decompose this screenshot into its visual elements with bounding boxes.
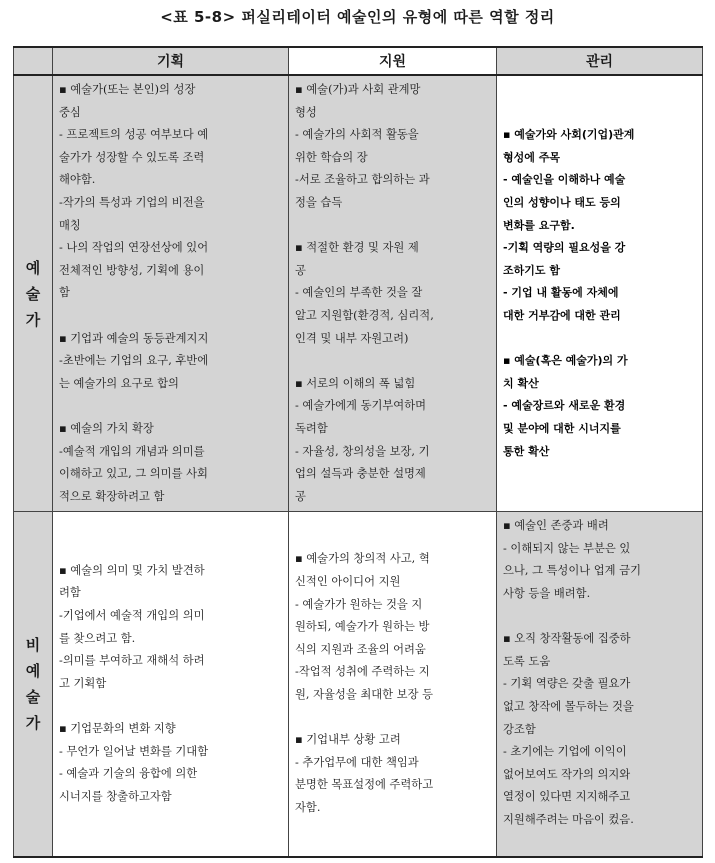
cell-text-line: -작업적 성취에 주력하는 지	[295, 665, 430, 679]
cell-text-line: - 추가업무에 대한 책임과	[295, 755, 419, 769]
cell-text-line: 는 예술가의 요구로 합의	[59, 376, 179, 390]
cell-text-line: ▪ 예술인 존중과 배려	[503, 519, 609, 533]
cell-text-line: 변화를 요구함.	[503, 218, 575, 232]
cell-text-line: - 예술장르와 새로운 환경	[503, 399, 626, 413]
cell-text-line: ▪ 예술(혹은 예술가)의 가	[503, 354, 628, 368]
cell-text-line: ▪ 기업문화의 변화 지향	[59, 721, 176, 735]
cell-text-line: 및 분야에 대한 시너지를	[503, 421, 621, 435]
cell-text-line: - 예술과 기술의 융합에 의한	[59, 767, 198, 781]
cell-text-line: 전체적인 방향성, 기획에 용이	[59, 263, 205, 277]
cell-text-line: ▪ 예술가와 사회(기업)관계	[503, 128, 635, 142]
cell-text-line: 업의 설득과 충분한 설명제	[295, 467, 426, 481]
cell-text-line: -기획 역량의 필요성을 강	[503, 241, 626, 255]
row-header-artist	[14, 75, 53, 512]
spacer-line	[503, 328, 697, 351]
cell-text-line: ▪ 예술가의 창의적 사고, 혁	[295, 552, 430, 566]
cell-nonartist-management	[497, 512, 703, 857]
cell-text-line: 으나, 그 특성이나 업계 금기	[503, 564, 641, 578]
cell-text-line: 함	[59, 286, 70, 300]
cell-text-line: 지원해주려는 마음이 컸음.	[503, 813, 634, 826]
cell-artist-planning	[53, 75, 289, 512]
cell-text-line: -서로 조율하고 합의하는 과	[295, 173, 430, 187]
cell-text-line: - 기업 내 활동에 자체에	[503, 286, 619, 300]
cell-text-line: - 예술가에게 동기부여하며	[295, 399, 427, 413]
column-header-management: 관리	[497, 47, 703, 75]
cell-text-line: - 예술인의 부족한 것을 잘	[295, 286, 423, 300]
row-header-non-artist	[14, 512, 53, 857]
spacer-line	[295, 350, 491, 373]
cell-text-line: ▪ 예술(가)과 사회 관계망	[295, 83, 421, 96]
cell-text-line: - 이해되지 않는 부분은 있	[503, 541, 631, 555]
column-header-planning: 기획	[53, 47, 289, 75]
cell-text-line: 인격 및 내부 자원고려)	[295, 331, 409, 345]
cell-text-line: -예술적 개입의 개념과 의미를	[59, 444, 205, 458]
cell-text-line: ▪ 예술의 가치 확장	[59, 421, 154, 435]
cell-text-line: 공	[295, 263, 306, 277]
roles-table	[13, 46, 703, 858]
cell-text-line: 이해하고 있고, 그 의미를 사회	[59, 467, 208, 481]
cell-text-line: 자함.	[295, 801, 321, 814]
spacer-line	[59, 695, 283, 718]
cell-text-line: ▪ 적절한 환경 및 자원 제	[295, 241, 419, 255]
cell-text-line: - 나의 작업의 연장선상에 있어	[59, 241, 209, 255]
cell-text-line: - 프로젝트의 성공 여부보다 예	[59, 128, 209, 142]
cell-text-line: 분명한 목표설정에 주력하고	[295, 778, 434, 792]
cell-text-line: -의미를 부여하고 재해석 하려	[59, 654, 205, 668]
table-title: <표 5-8> 퍼실리테이터 예술인의 유형에 따른 역할 정리	[160, 8, 555, 26]
cell-text-line: 식의 지원과 조율의 어려움	[295, 642, 426, 656]
cell-text-line: 중심	[59, 105, 81, 119]
corner-cell	[14, 47, 53, 75]
row-header-char: 가	[25, 714, 41, 733]
cell-text-line: -기업에서 예술적 개입의 의미	[59, 608, 205, 622]
cell-text-line: 도록 도움	[503, 654, 551, 668]
row-header-char: 술	[25, 284, 41, 303]
cell-text-line: 통한 확산	[503, 444, 550, 458]
cell-text-line: 정을 습득	[295, 195, 343, 209]
cell-text-line: 공	[295, 489, 306, 503]
cell-text-line: -초반에는 기업의 요구, 후반에	[59, 354, 209, 368]
cell-text-line: 대한 거부감에 대한 관리	[503, 308, 621, 322]
spacer-line	[59, 305, 283, 328]
cell-text-line: 치 확산	[503, 376, 539, 390]
cell-text-line: 원, 자율성을 최대한 보장 등	[295, 688, 433, 702]
cell-artist-support	[289, 75, 497, 512]
cell-text-line: 인의 성향이나 태도 등의	[503, 195, 621, 209]
cell-text-line: 적으로 확장하려고 함	[59, 489, 165, 503]
cell-text-line: 를 찾으려고 함.	[59, 631, 136, 645]
cell-text-line: 조하기도 함	[503, 263, 560, 277]
cell-text-line: 매칭	[59, 218, 81, 232]
cell-text-line: 없고 창작에 몰두하는 것을	[503, 700, 634, 714]
spacer-line	[295, 707, 491, 730]
cell-text-line: 술가가 성장할 수 있도록 조력	[59, 150, 205, 164]
spacer-line	[59, 395, 283, 418]
cell-text-line: - 예술가의 사회적 활동을	[295, 128, 419, 142]
cell-text-line: - 기획 역량은 갖출 필요가	[503, 677, 631, 691]
cell-text-line: ▪ 예술가(또는 본인)의 성장	[59, 83, 196, 96]
cell-text-line: - 무언가 일어날 변화를 기대함	[59, 744, 209, 758]
cell-text-line: 강조함	[503, 722, 536, 736]
table-row	[14, 512, 703, 857]
cell-text-line: 형성에 주목	[503, 150, 560, 164]
cell-artist-management	[497, 75, 703, 512]
cell-text-line: 알고 지원함(환경적, 심리적,	[295, 308, 434, 322]
cell-text-line: 신적인 아이디어 지원	[295, 575, 401, 589]
cell-text-line: ▪ 서로의 이해의 폭 넓힘	[295, 376, 416, 390]
row-header-char: 술	[25, 688, 41, 707]
cell-text-line: - 예술인을 이해하나 예술	[503, 173, 626, 187]
cell-text-line: - 자율성, 창의성을 보장, 기	[295, 444, 430, 458]
cell-text-line: 려함	[59, 586, 81, 600]
row-header-char: 비	[25, 636, 41, 655]
cell-text-line: 해야함.	[59, 173, 96, 187]
cell-text-line: -작가의 특성과 기업의 비전을	[59, 195, 205, 209]
column-header-support: 지원	[289, 47, 497, 75]
cell-text-line: ▪ 예술의 의미 및 가치 발견하	[59, 563, 205, 577]
row-header-char: 가	[25, 310, 41, 329]
cell-text-line: 시너지를 창출하고자함	[59, 789, 172, 803]
table-row	[14, 75, 703, 512]
cell-nonartist-planning	[53, 512, 289, 857]
row-header-char: 예	[25, 258, 41, 277]
cell-text-line: 형성	[295, 105, 317, 119]
cell-text-line: 독려함	[295, 421, 328, 435]
cell-text-line: 원하되, 예술가가 원하는 방	[295, 620, 430, 634]
cell-nonartist-support	[289, 512, 497, 857]
cell-text-line: - 예술가가 원하는 것을 지	[295, 597, 423, 611]
row-header-char: 예	[25, 662, 41, 681]
cell-text-line: 사항 등을 배려함.	[503, 587, 591, 601]
cell-text-line: 열정이 있다면 지지해주고	[503, 790, 631, 804]
cell-text-line: 없어보여도 작가의 의지와	[503, 767, 631, 781]
cell-text-line: 고 기획함	[59, 676, 107, 690]
cell-text-line: - 초기에는 기업에 이익이	[503, 745, 627, 759]
header-row	[14, 47, 703, 75]
spacer-line	[503, 606, 697, 629]
cell-text-line: ▪ 오직 창작활동에 집중하	[503, 632, 631, 646]
cell-text-line: ▪ 기업내부 상황 고려	[295, 733, 401, 747]
cell-text-line: ▪ 기업과 예술의 동등관계지지	[59, 331, 209, 345]
spacer-line	[295, 215, 491, 238]
cell-text-line: 위한 학습의 장	[295, 150, 368, 164]
